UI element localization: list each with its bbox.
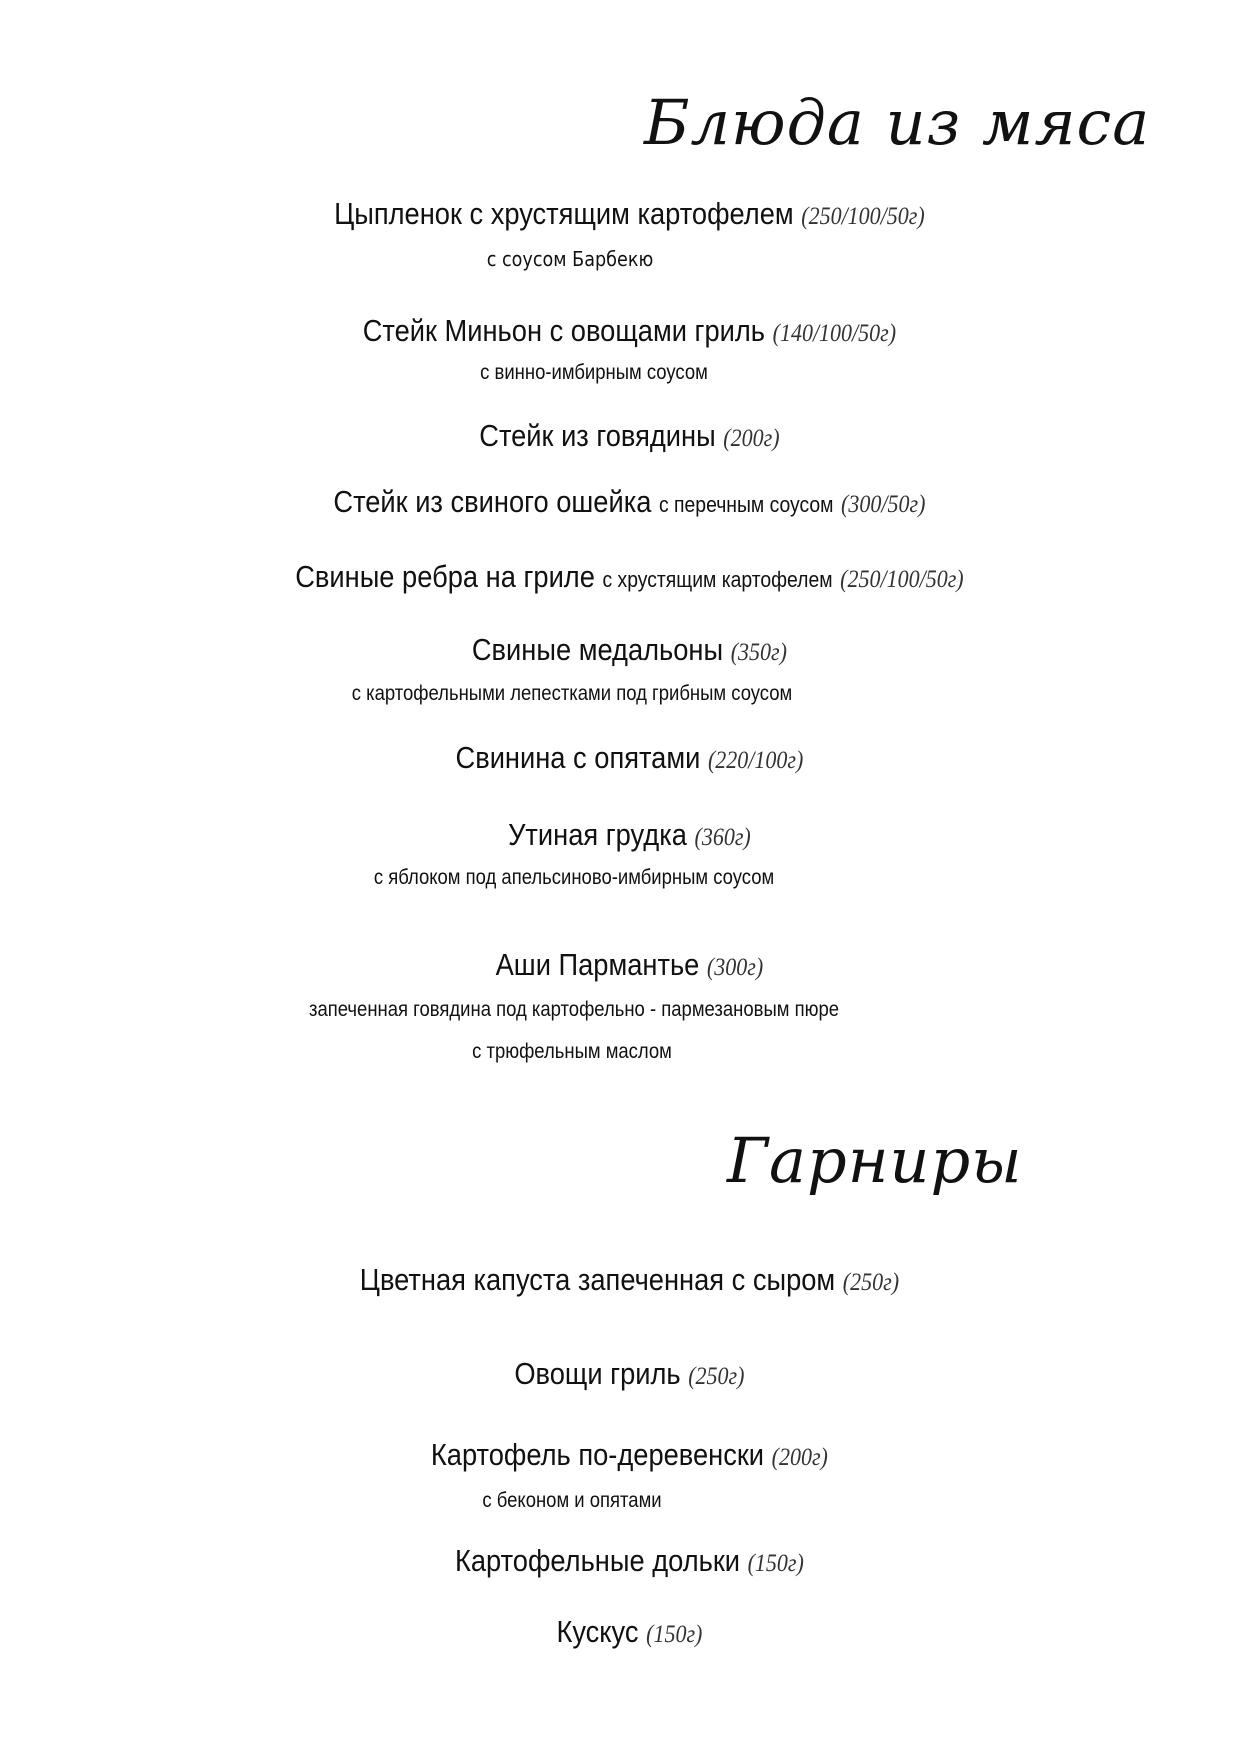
item-name: Цыпленок с хрустящим картофелем — [334, 196, 794, 231]
item-description: с беконом и опятами — [482, 1489, 662, 1512]
item-description: запеченная говядина под картофельно - пармезановым пюре — [308, 998, 840, 1021]
item-weight: (200г) — [723, 425, 780, 452]
section-heading-garnish: Гарниры — [727, 1124, 1023, 1197]
menu-item-potato-wedges — [75, 1543, 1175, 1582]
item-inline-description: с хрустящим картофелем — [602, 567, 833, 592]
menu-item-country-potatoes — [75, 1437, 1175, 1476]
item-name: Овощи гриль — [514, 1356, 681, 1391]
menu-item-duck-breast — [75, 817, 1175, 856]
menu-item-steak-mignon — [75, 313, 1175, 352]
item-weight: (250/100/50г) — [801, 203, 925, 230]
item-name: Утиная грудка — [508, 817, 687, 852]
menu-item-pork-neck-steak — [75, 484, 1175, 523]
item-description: с яблоком под апельсиново-имбирным соусом — [373, 866, 775, 889]
item-name: Стейк из говядины — [479, 418, 716, 453]
item-name: Стейк из свиного ошейка — [333, 484, 652, 519]
item-weight: (360г) — [694, 824, 751, 851]
item-name: Аши Пармантье — [495, 947, 700, 982]
item-weight: (250г) — [842, 1269, 900, 1296]
item-weight: (300/50г) — [841, 491, 926, 518]
item-description: с винно-имбирным соусом — [480, 361, 708, 384]
menu-item-hachis-parmentier — [75, 947, 1175, 986]
item-weight: (200г) — [771, 1444, 828, 1471]
item-description: с соусом Барбекю — [486, 247, 654, 271]
item-weight: (150г) — [646, 1621, 703, 1648]
menu-item-cauliflower — [75, 1262, 1175, 1301]
item-weight: (140/100/50г) — [772, 320, 897, 347]
item-name: Свиные медальоны — [471, 632, 724, 667]
menu-item-beef-steak — [75, 418, 1175, 457]
menu-item-pork-medallions — [75, 632, 1175, 671]
item-name: Картофельные дольки — [454, 1543, 741, 1578]
item-description: с картофельными лепестками под грибным соусом — [351, 682, 793, 705]
item-weight: (250/100/50г) — [840, 566, 964, 593]
menu-item-couscous — [75, 1614, 1175, 1653]
menu-item-chicken — [75, 196, 1175, 235]
section-heading-meat: Блюда из мяса — [644, 86, 1151, 159]
item-weight: (220/100г) — [707, 747, 804, 774]
item-name: Стейк Миньон с овощами гриль — [362, 313, 766, 348]
item-weight: (350г) — [730, 639, 787, 666]
menu-item-grilled-vegetables — [75, 1356, 1175, 1395]
menu-item-pork-mushrooms — [75, 740, 1175, 779]
item-weight: (250г) — [688, 1363, 745, 1390]
item-name: Кускус — [556, 1614, 639, 1649]
item-name: Свиные ребра на гриле — [295, 559, 595, 594]
item-name: Картофель по-деревенски — [430, 1437, 765, 1472]
item-weight: (150г) — [747, 1550, 804, 1577]
item-inline-description: с перечным соусом — [658, 492, 834, 517]
item-description-second-line: с трюфельным маслом — [472, 1040, 672, 1063]
item-weight: (300г) — [706, 954, 764, 981]
item-name: Свинина с опятами — [455, 740, 701, 775]
item-name: Цветная капуста запеченная с сыром — [359, 1262, 836, 1297]
menu-item-pork-ribs — [75, 559, 1175, 598]
